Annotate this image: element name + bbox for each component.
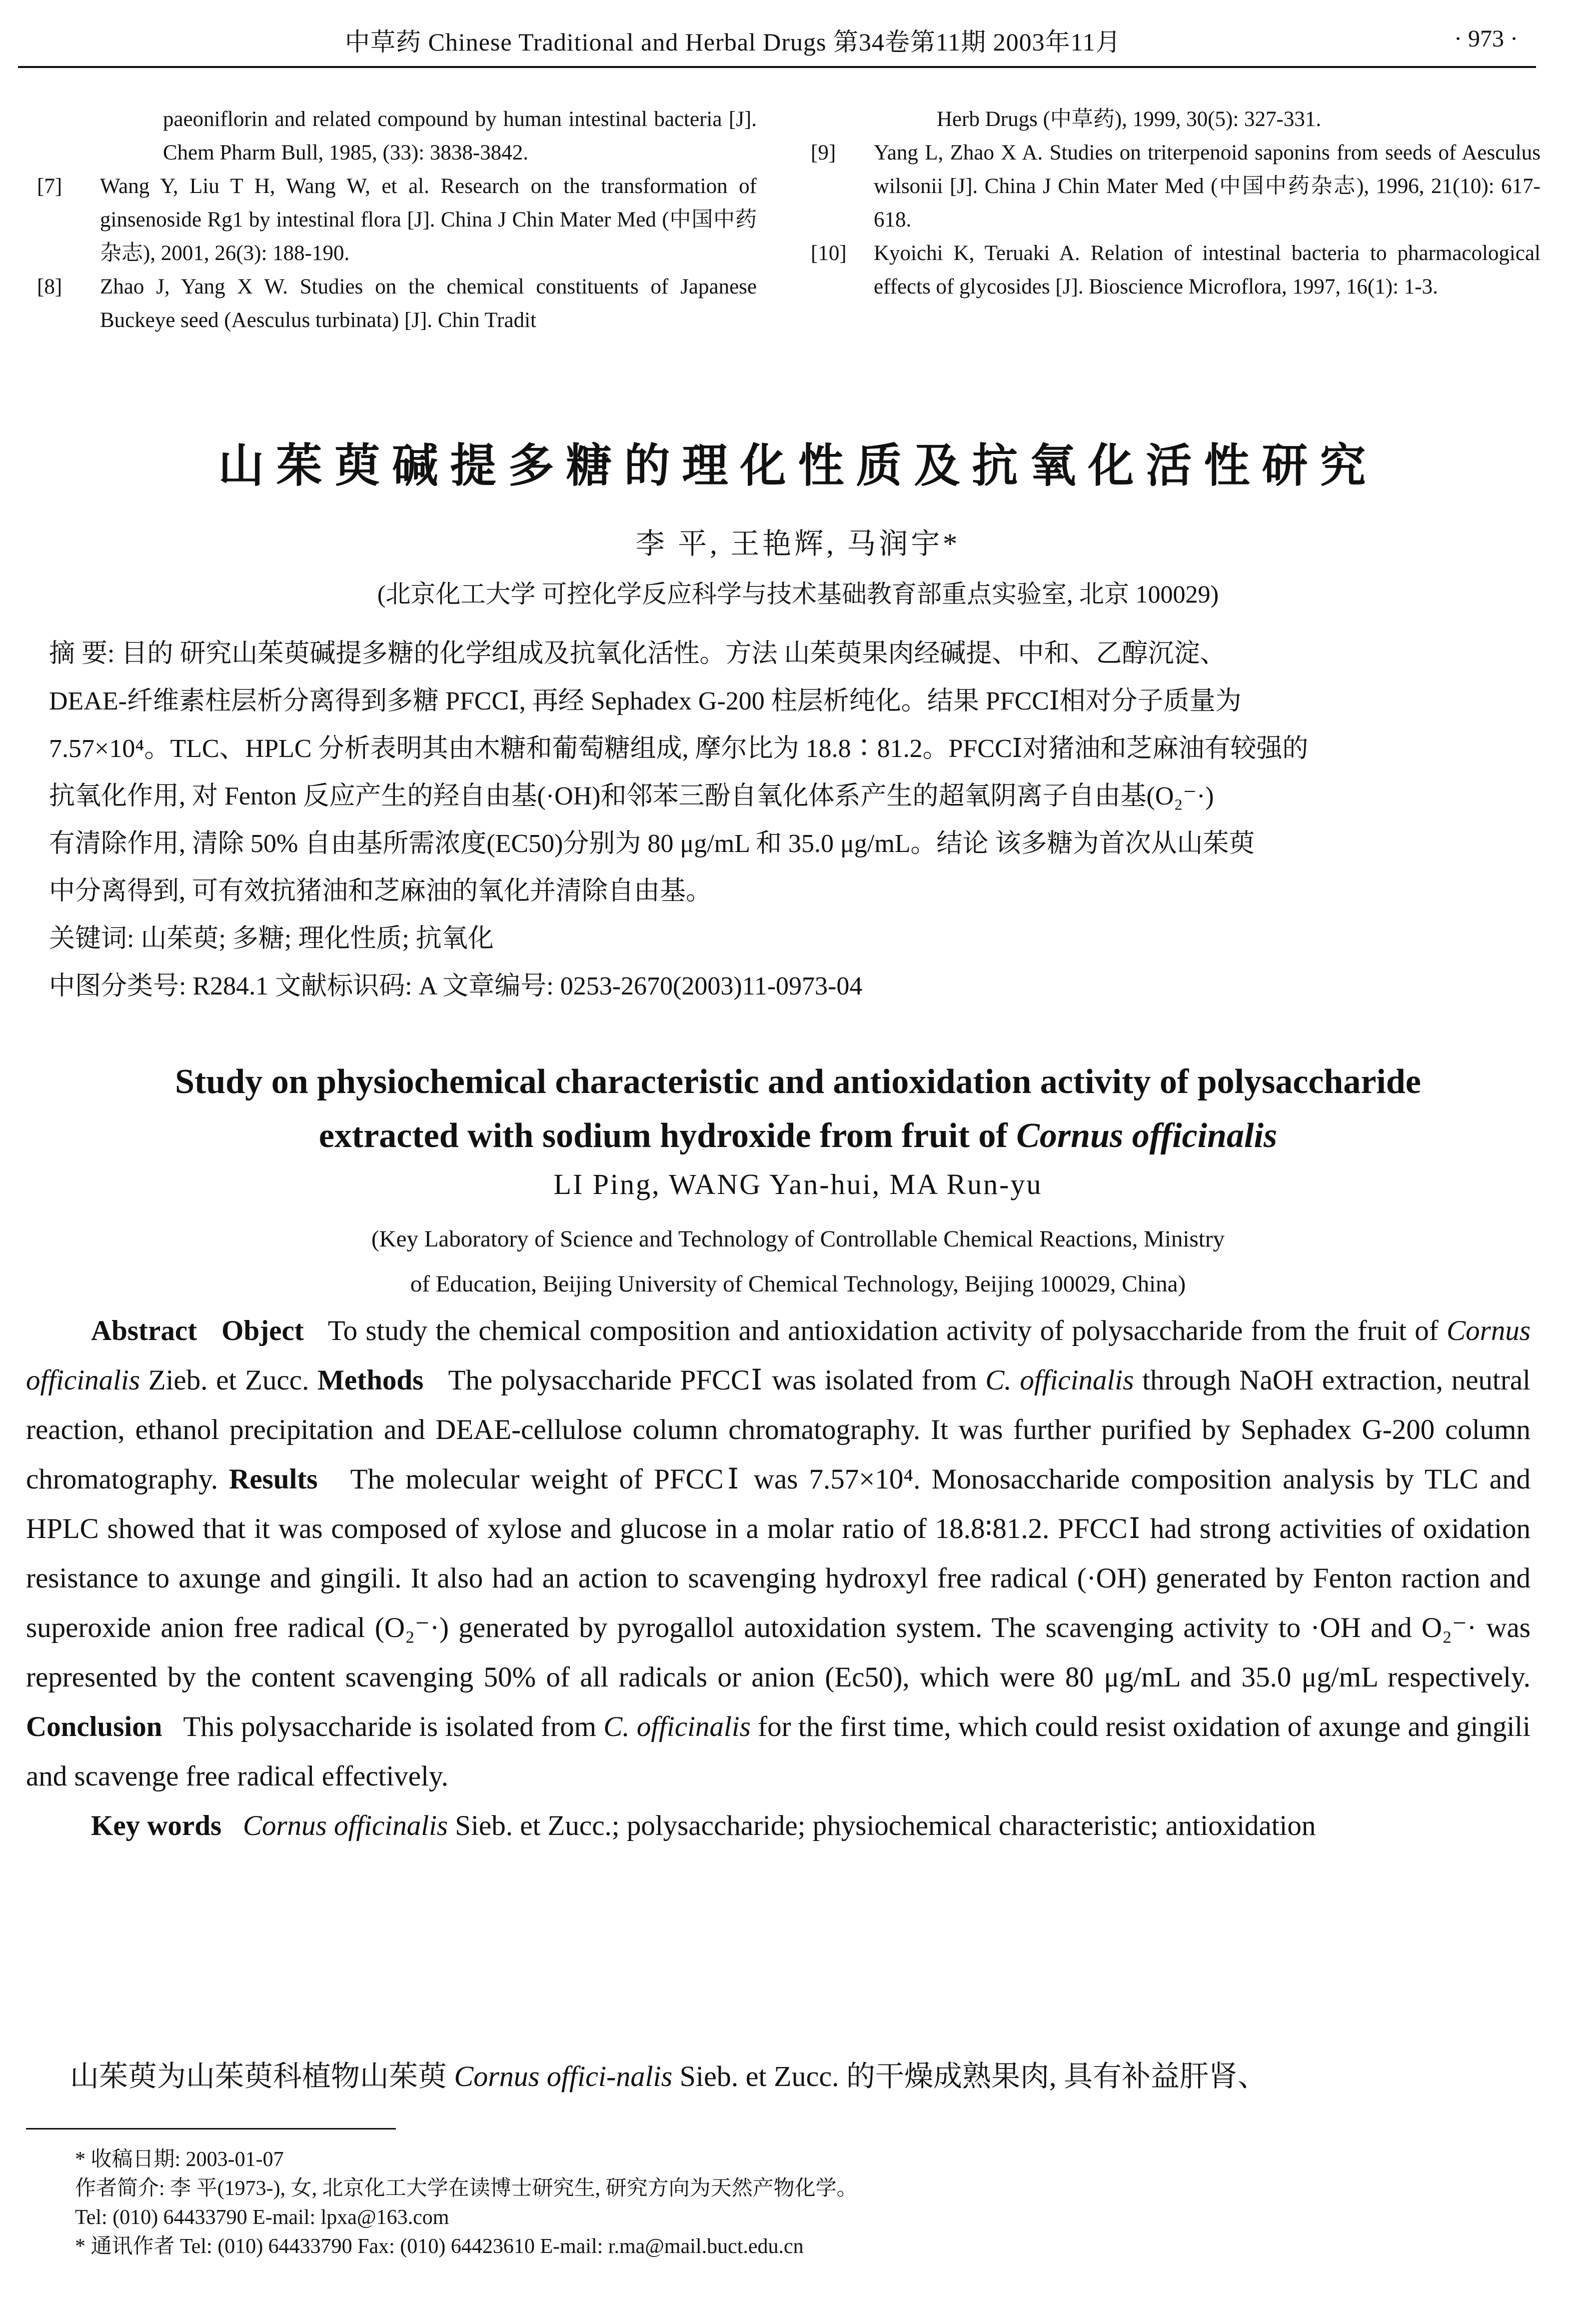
english-title-text: extracted with sodium hydroxide from fruit of (318, 1116, 1017, 1155)
intro-text: 山茱萸为山茱萸科植物山茱萸 (70, 2060, 447, 2092)
chinese-abstract-line: DEAE-纤维素柱层析分离得到多糖 PFCCⅠ, 再经 Sephadex G-200 柱层析纯化。结果 PFCCⅠ相对分子质量为 (49, 687, 1242, 716)
methods-text: The polysaccharide PFCCⅠ was isolated from (448, 1364, 986, 1396)
footnote-corresponding-author: * 通讯作者 Tel: (010) 64433790 Fax: (010) 64423610 E-mail: r.ma@mail.buct.edu.cn (75, 2235, 804, 2258)
chinese-abstract-line: 摘 要: 目的 研究山茱萸碱提多糖的化学组成及抗氧化活性。方法 山茱萸果肉经碱提、中和、乙醇沉淀、 (49, 640, 1226, 668)
keywords-paragraph (26, 1801, 1531, 1850)
chinese-keywords: 关键词: 山茱萸; 多糖; 理化性质; 抗氧化 (49, 924, 494, 953)
abstract-label: Abstract (91, 1315, 197, 1346)
chinese-authors: 李 平, 王艳辉, 马润宇* (635, 528, 961, 560)
reference-number (37, 102, 100, 170)
results-label: Results (229, 1464, 318, 1495)
references-right-column (811, 102, 1541, 304)
object-text: To study the chemical composition and antioxidation activity of polysaccharide from the fruit of (327, 1315, 1447, 1346)
reference-text: Zhao J, Yang X W. Studies on the chemical constituents of Japanese Buckeye seed (Aesculus turbinata) [J]. Chin Tradit (100, 275, 757, 332)
reference-item (811, 136, 1541, 236)
chinese-abstract-line: 有清除作用, 清除 50% 自由基所需浓度(EC50)分别为 80 μg/mL 和 35.0 μg/mL。结论 该多糖为首次从山茱萸 (49, 830, 1255, 858)
chinese-title: 山茱萸碱提多糖的理化性质及抗氧化活性研究 (218, 439, 1378, 492)
page-number: · 973 · (1454, 26, 1518, 52)
footnote-author-contact: Tel: (010) 64433790 E-mail: lpxa@163.com (75, 2206, 449, 2229)
references-left-column (37, 102, 757, 337)
chinese-abstract-line: 7.57×10⁴。TLC、HPLC 分析表明其由木糖和葡萄糖组成, 摩尔比为 18.8∶81.2。PFCCⅠ对猪油和芝麻油有较强的 (49, 734, 1309, 763)
reference-text: Yang L, Zhao X A. Studies on triterpenoid saponins from seeds of Aesculus wilsonii [J]. China J Chin Mater Med (中国中药杂志), 1996, 21(10): 617-618. (874, 141, 1541, 232)
journal-running-title: 中草药 Chinese Traditional and Herbal Drugs 第34卷第11期 2003年11月 (345, 28, 1121, 56)
reference-text: Herb Drugs (中草药), 1999, 30(5): 327-331. (937, 108, 1322, 131)
conclusion-species: C. officinalis (603, 1711, 751, 1742)
reference-number: [7] (37, 174, 62, 198)
chinese-abstract (49, 630, 1499, 1010)
reference-item (37, 102, 757, 170)
conclusion-text-end: for the first time, which could resist oxidation of axunge and gingili and scavenge free radical effectively. (26, 1711, 1531, 1792)
english-title (0, 1055, 1596, 1163)
header-rule (18, 66, 1536, 68)
methods-species: C. officinalis (985, 1364, 1134, 1396)
object-species: Cornus officinalis (26, 1315, 1531, 1396)
reference-number (811, 102, 874, 136)
english-abstract (26, 1306, 1531, 1850)
footnote-received-date: * 收稿日期: 2003-01-07 (75, 2148, 284, 2171)
reference-number: [9] (811, 141, 836, 164)
running-header (0, 0, 1596, 70)
keywords-text: Sieb. et Zucc.; polysaccharide; physiochemical characteristic; antioxidation (448, 1810, 1316, 1842)
reference-item (811, 236, 1541, 304)
english-affiliation (0, 1216, 1596, 1306)
reference-text: Kyoichi K, Teruaki A. Relation of intestinal bacteria to pharmacological effects of glycosides [J]. Bioscience Microflora, 1997, 16(1): 1-3. (874, 242, 1541, 298)
reference-text: Wang Y, Liu T H, Wang W, et al. Research on the transformation of ginsenoside Rg1 by intestinal flora [J]. China J Chin Mater Med (中国中药杂志), 2001, 26(3): 188-190. (100, 174, 757, 265)
chinese-abstract-line: 抗氧化作用, 对 Fenton 反应产生的羟自由基(·OH)和邻苯三酚自氧化体系产生的超氧阴离子自由基(O₂⁻·) (49, 782, 1214, 810)
chinese-abstract-line: 中分离得到, 可有效抗猪油和芝麻油的氧化并清除自由基。 (49, 877, 712, 906)
chinese-classification: 中图分类号: R284.1 文献标识码: A 文章编号: 0253-2670(2003)11-0973-04 (49, 972, 863, 1000)
results-text: The molecular weight of PFCCⅠ was 7.57×10⁴. Monosaccharide composition analysis by TLC and HPLC showed that it was composed of xylose and glucose in a molar ratio of 18.8∶81.2. PFCCⅠ had strong activities of oxidation resistance to axunge and gingili. It also had an action to scavenging hydroxyl free radical (·OH) generated by Fenton raction and superoxide anion free radical (O₂⁻·) generated by pyrogallol autoxidation system. The scavenging activity to ·OH and O₂⁻· was represented by the content scavenging 50% of all radicals or anion (Ec50), which were 80 μg/mL and 35.0 μg/mL respectively. (26, 1464, 1531, 1693)
chinese-affiliation: (北京化工大学 可控化学反应科学与技术基础教育部重点实验室, 北京 100029) (377, 580, 1219, 608)
english-title-line (0, 1109, 1596, 1163)
keywords-species: Cornus officinalis (242, 1810, 448, 1842)
reference-number: [8] (37, 275, 62, 298)
intro-text-end: Sieb. et Zucc. 的干燥成熟果肉, 具有补益肝肾、 (679, 2060, 1267, 2092)
reference-text: paeoniflorin and related compound by human intestinal bacteria [J]. Chem Pharm Bull, 1985, (33): 3838-3842. (163, 108, 757, 164)
introduction-first-line (70, 2052, 1545, 2094)
english-title-line: Study on physiochemical characteristic and antioxidation activity of polysaccharide (175, 1062, 1421, 1101)
keywords-label: Key words (91, 1810, 222, 1842)
object-text-end: Zieb. et Zucc. (140, 1364, 309, 1396)
english-title-species: Cornus officinalis (1016, 1116, 1278, 1155)
methods-label: Methods (317, 1364, 424, 1396)
footnote-author-bio: 作者简介: 李 平(1973-), 女, 北京化工大学在读博士研究生, 研究方向为天然产物化学。 (75, 2177, 858, 2200)
reference-item (37, 170, 757, 270)
conclusion-label: Conclusion (26, 1711, 162, 1742)
reference-number: [10] (811, 242, 847, 265)
reference-item (811, 102, 1541, 136)
reference-item (37, 270, 757, 337)
footnotes (75, 2145, 858, 2261)
methods-text-end: through NaOH extraction, neutral reaction, ethanol precipitation and DEAE-cellulose column chromatography. It was further purified by Sephadex G-200 column chromatography. (26, 1364, 1531, 1495)
abstract-paragraph (26, 1306, 1531, 1801)
english-affiliation-line: of Education, Beijing University of Chemical Technology, Beijing 100029, China) (410, 1271, 1186, 1297)
english-affiliation-line: (Key Laboratory of Science and Technology of Controllable Chemical Reactions, Ministry (371, 1226, 1225, 1252)
conclusion-text: This polysaccharide is isolated from (183, 1711, 604, 1742)
english-authors: LI Ping, WANG Yan-hui, MA Run-yu (553, 1168, 1043, 1200)
intro-species: Cornus offici-nalis (454, 2060, 673, 2092)
footnote-rule (26, 2128, 396, 2130)
object-label: Object (221, 1315, 304, 1346)
